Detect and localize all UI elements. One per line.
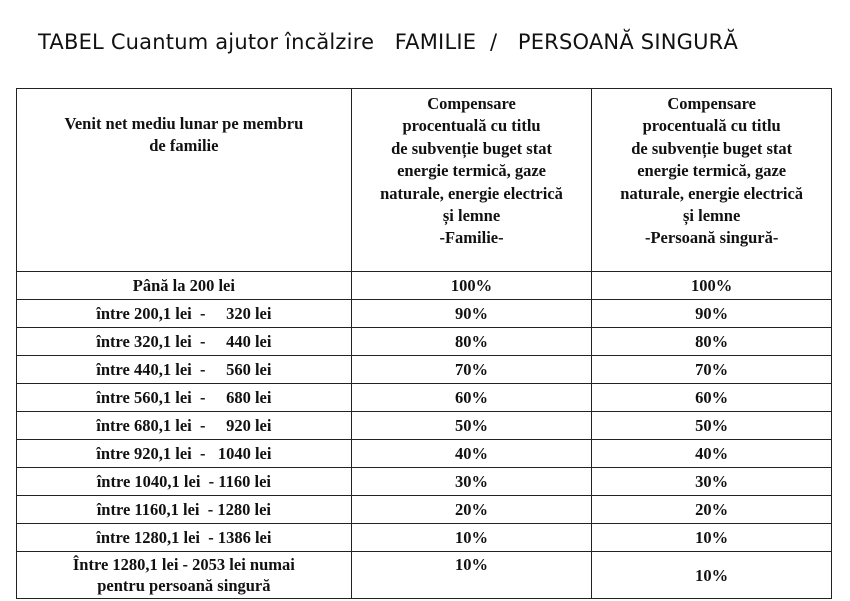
header-single-line: -Persoană singură- <box>644 228 779 248</box>
single-percent-cell: 10% <box>592 552 832 599</box>
header-single-line: procentuală cu titlu <box>642 116 781 136</box>
table-row <box>17 300 832 328</box>
table-row <box>17 496 832 524</box>
income-range-cell: între 1160,1 lei - 1280 lei <box>17 496 352 524</box>
single-percent-cell: 10% <box>592 524 832 552</box>
header-income-line: Venit net mediu lunar pe membru <box>64 114 304 133</box>
single-percent-cell: 20% <box>592 496 832 524</box>
income-range-cell <box>17 552 352 599</box>
header-income-line: de familie <box>149 136 219 156</box>
header-single-cell <box>592 89 832 272</box>
single-percent-cell: 30% <box>592 468 832 496</box>
table-row <box>17 440 832 468</box>
family-percent-cell: 20% <box>351 496 592 524</box>
income-range-cell: Până la 200 lei <box>17 272 352 300</box>
header-family-line: și lemne <box>442 206 501 226</box>
header-family-line: de subvenție buget stat <box>391 138 552 158</box>
income-range-cell: între 200,1 lei - 320 lei <box>17 300 352 328</box>
income-range-cell: între 1040,1 lei - 1160 lei <box>17 468 352 496</box>
header-single-line: naturale, energie electrică <box>620 183 804 203</box>
single-percent-cell: 100% <box>592 272 832 300</box>
header-family-line: -Familie- <box>439 228 504 248</box>
subsidy-table <box>16 88 832 599</box>
family-percent-cell: 10% <box>351 524 592 552</box>
income-range-cell: între 1280,1 lei - 1386 lei <box>17 524 352 552</box>
family-percent-cell: 90% <box>351 300 592 328</box>
family-percent-cell: 100% <box>351 272 592 300</box>
table-row <box>17 384 832 412</box>
table-row <box>17 468 832 496</box>
table-row <box>17 328 832 356</box>
income-range-line: Între 1280,1 lei - 2053 lei numai <box>72 555 295 574</box>
header-single-line: de subvenție buget stat <box>631 138 793 158</box>
single-percent-cell: 40% <box>592 440 832 468</box>
income-range-cell: între 920,1 lei - 1040 lei <box>17 440 352 468</box>
header-family-line: procentuală cu titlu <box>402 116 541 136</box>
header-family-cell <box>351 89 592 272</box>
income-range-cell: între 320,1 lei - 440 lei <box>17 328 352 356</box>
income-range-cell: între 440,1 lei - 560 lei <box>17 356 352 384</box>
table-row <box>17 272 832 300</box>
single-percent-cell: 50% <box>592 412 832 440</box>
table-header-row <box>17 89 832 272</box>
family-percent-cell: 50% <box>351 412 592 440</box>
header-family-line: naturale, energie electrică <box>380 183 563 203</box>
income-range-line: pentru persoană singură <box>97 576 271 595</box>
table-row-single-person-only <box>17 552 832 599</box>
table-row <box>17 524 832 552</box>
family-percent-cell: 70% <box>351 356 592 384</box>
header-family-line: energie termică, gaze <box>397 161 546 181</box>
single-percent-cell: 90% <box>592 300 832 328</box>
single-percent-cell: 60% <box>592 384 832 412</box>
header-single-line: și lemne <box>683 206 741 226</box>
table-row <box>17 412 832 440</box>
single-percent-cell: 80% <box>592 328 832 356</box>
family-percent-cell: 40% <box>351 440 592 468</box>
table-row <box>17 356 832 384</box>
family-percent-cell: 10% <box>351 552 592 599</box>
family-percent-cell: 80% <box>351 328 592 356</box>
header-income-cell <box>17 89 352 272</box>
page-title: TABEL Cuantum ajutor încălzire FAMILIE / PERSOANĂ SINGURĂ <box>38 30 739 54</box>
income-range-cell: între 680,1 lei - 920 lei <box>17 412 352 440</box>
income-range-cell: între 560,1 lei - 680 lei <box>17 384 352 412</box>
single-percent-cell: 70% <box>592 356 832 384</box>
header-family-line: Compensare <box>427 94 516 113</box>
family-percent-cell: 60% <box>351 384 592 412</box>
header-single-line: energie termică, gaze <box>637 161 787 181</box>
family-percent-cell: 30% <box>351 468 592 496</box>
header-single-line: Compensare <box>667 94 756 113</box>
